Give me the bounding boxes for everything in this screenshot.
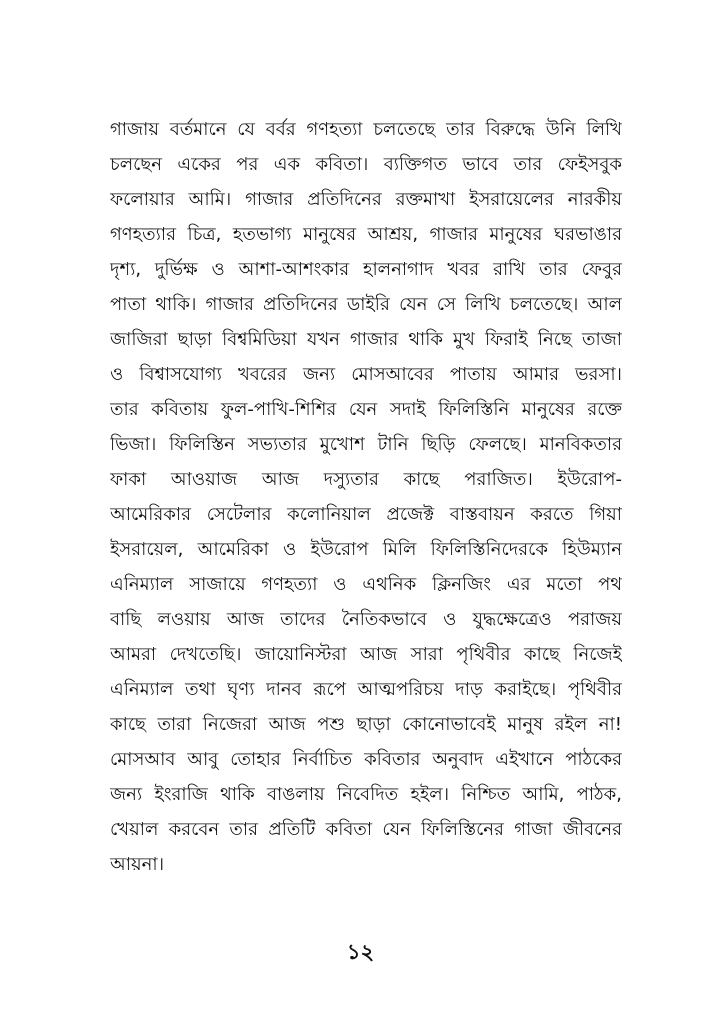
text-line: ইসরায়েল, আমেরিকা ও ইউরোপ মিলি ফিলিস্তিনিদেরকে হিউম্যান [110,539,622,560]
text-line: আমরা দেখতেছি। জায়োনিস্টরা আজ সারা পৃথিবীর কাছে নিজেই [110,644,622,665]
text-line: কাছে তারা নিজেরা আজ পশু ছাড়া কোনোভাবেই মানুষ রইল না! [110,714,622,735]
text-line: এনিম্যাল তথা ঘৃণ্য দানব রূপে আত্মপরিচয় দাড় করাইছে। পৃথিবীর [110,679,622,700]
body-paragraph [110,112,622,882]
text-line: ফাকা আওয়াজ আজ দস্যুতার কাছে পরাজিত। ইউরোপ- [110,469,622,490]
text-line: ভিজা। ফিলিস্তিন সভ্যতার মুখোশ টানি ছিড়ি ফেলছে। মানবিকতার [110,434,622,455]
text-line: গণহত্যার চিত্র, হতভাগ্য মানুষের আশ্রয়, গাজার মানুষের ঘরভাঙার [110,224,622,245]
text-line: এনিম্যাল সাজায়ে গণহত্যা ও এথনিক ক্লিনজিং এর মতো পথ [110,574,622,595]
text-line: খেয়াল করবেন তার প্রতিটি কবিতা যেন ফিলিস্তিনের গাজা জীবনের [110,819,622,840]
text-line: জন্য ইংরাজি থাকি বাঙলায় নিবেদিত হইল। নিশ্চিত আমি, পাঠক, [110,784,622,805]
text-line: ও বিশ্বাসযোগ্য খবরের জন্য মোসআবের পাতায় আমার ভরসা। [110,364,622,385]
text-line: দৃশ্য, দুর্ভিক্ষ ও আশা-আশংকার হালনাগাদ খবর রাখি তার ফেবুর [110,259,622,280]
text-line: জাজিরা ছাড়া বিশ্বমিডিয়া যখন গাজার থাকি মুখ ফিরাই নিছে তাজা [110,329,622,350]
page-number: ১২ [346,940,375,964]
text-line: ফলোয়ার আমি। গাজার প্রতিদিনের রক্তমাখা ইসরায়েলের নারকীয় [110,189,622,210]
text-line: আয়না। [110,854,164,875]
text-line: পাতা থাকি। গাজার প্রতিদিনের ডাইরি যেন সে লিখি চলতেছে। আল [110,294,622,315]
text-line: চলছেন একের পর এক কবিতা। ব্যক্তিগত ভাবে তার ফেইসবুক [110,154,622,175]
text-line: গাজায় বর্তমানে যে বর্বর গণহত্যা চলতেছে তার বিরুদ্ধে উনি লিখি [110,119,622,140]
text-line: মোসআব আবু তোহার নির্বাচিত কবিতার অনুবাদ এইখানে পাঠকের [110,749,622,770]
text-line: তার কবিতায় ফুল-পাখি-শিশির যেন সদাই ফিলিস্তিনি মানুষের রক্তে [110,399,622,420]
text-line: বাছি লওয়ায় আজ তাদের নৈতিকভাবে ও যুদ্ধক্ষেত্রেও পরাজয় [110,609,622,630]
text-line: আমেরিকার সেটেলার কলোনিয়াল প্রজেক্ট বাস্তবায়ন করতে গিয়া [110,504,622,525]
